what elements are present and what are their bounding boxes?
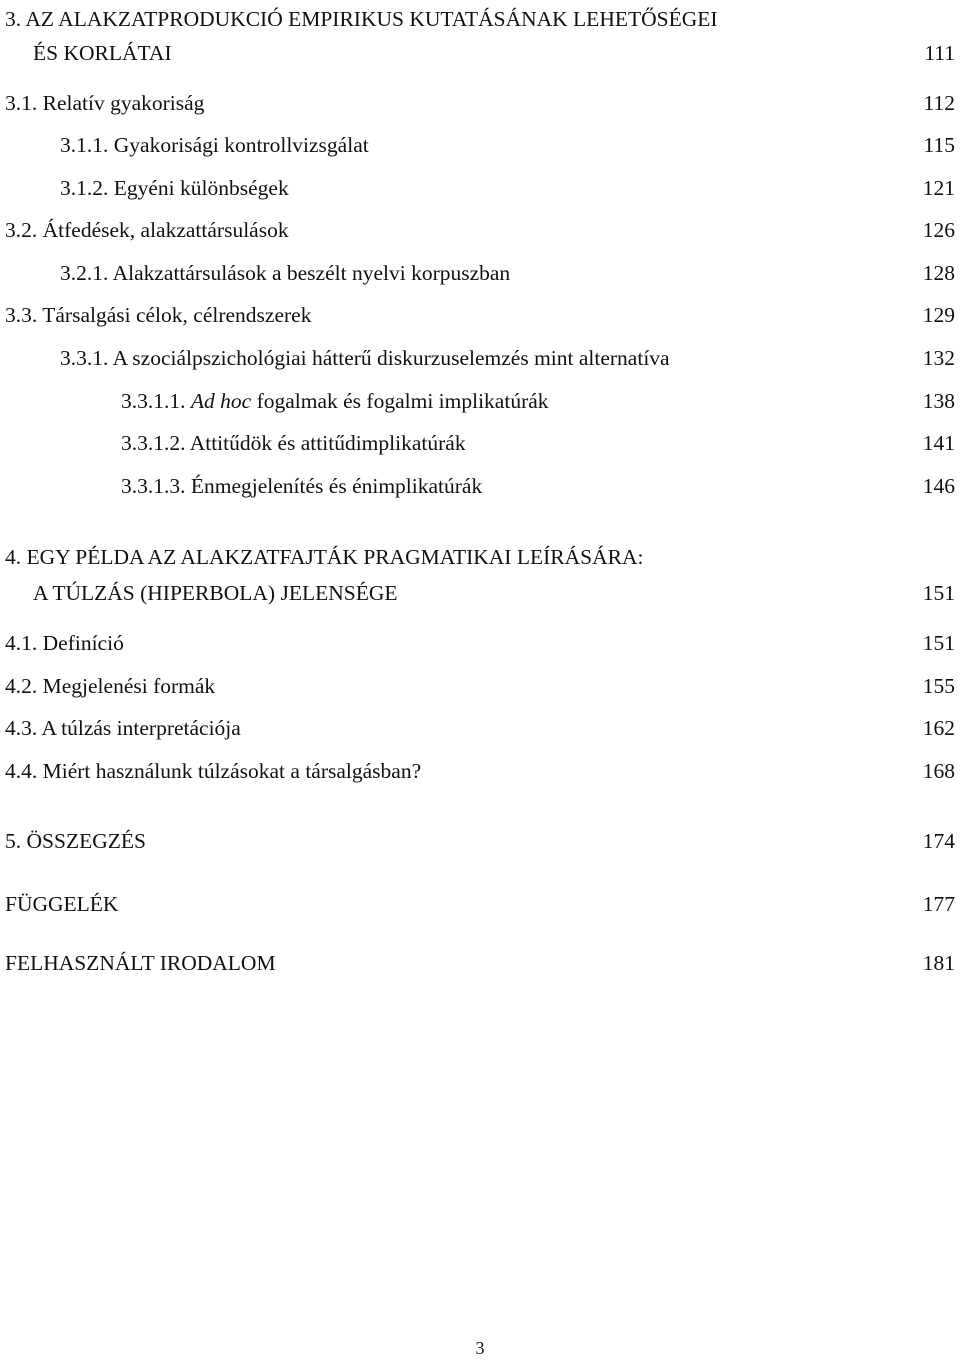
toc-entry [0, 756, 960, 786]
toc-entry [0, 826, 960, 856]
toc-page-number: 112 [923, 91, 955, 115]
toc-entry-title: 3.1.1. Gyakorisági kontrollvizsgálat [60, 133, 369, 157]
toc-entry-title: 3.1. Relatív gyakoriság [5, 91, 205, 115]
toc-entry-title: FELHASZNÁLT IRODALOM [5, 951, 276, 975]
toc-entry-title: 4.2. Megjelenési formák [5, 674, 216, 698]
toc-page-number: 129 [922, 303, 955, 327]
toc-entry [0, 628, 960, 658]
toc-page-number: 141 [922, 431, 955, 455]
toc-page-number: 174 [922, 829, 955, 853]
toc-entry-title: 4.3. A túlzás interpretációja [5, 716, 241, 740]
toc-page-number: 168 [922, 759, 955, 783]
toc-entry-number: 3.3.1.1. [121, 389, 186, 413]
toc-entry [0, 343, 960, 373]
toc-entry-continuation [0, 578, 960, 608]
toc-entry-title: 3. AZ ALAKZATPRODUKCIÓ EMPIRIKUS KUTATÁSÁNAK LEHETŐSÉGEI [5, 7, 718, 31]
toc-entry-title-continued: A TÚLZÁS (HIPERBOLA) JELENSÉGE [33, 581, 398, 605]
toc-entry-title: 3.3.1.3. Énmegjelenítés és énimplikatúrák [121, 474, 483, 498]
toc-page-number: 128 [922, 261, 955, 285]
toc-entry-title [121, 386, 549, 416]
toc-entry-title: 4.4. Miért használunk túlzásokat a társalgásban? [5, 759, 422, 783]
toc-entry-title: 3.1.2. Egyéni különbségek [60, 176, 289, 200]
toc-page-number: 121 [922, 176, 955, 200]
toc-entry-title: 5. ÖSSZEGZÉS [5, 829, 146, 853]
toc-page-number: 126 [922, 218, 955, 242]
toc-entry-title: 4.1. Definíció [5, 631, 124, 655]
toc-entry [0, 88, 960, 118]
toc-page-number: 155 [922, 674, 955, 698]
toc-page-number: 146 [922, 474, 955, 498]
toc-entry [0, 300, 960, 330]
toc-page-number: 115 [923, 133, 955, 157]
toc-entry [0, 713, 960, 743]
toc-entry-title: 4. EGY PÉLDA AZ ALAKZATFAJTÁK PRAGMATIKAI LEÍRÁSÁRA: [5, 545, 644, 569]
toc-entry-continuation [0, 38, 960, 68]
toc-entry [0, 948, 960, 978]
toc-page-number: 181 [922, 951, 955, 975]
toc-entry-title: FÜGGELÉK [5, 892, 119, 916]
toc-entry-title: 3.3. Társalgási célok, célrendszerek [5, 303, 312, 327]
toc-page-number: 162 [922, 716, 955, 740]
toc-entry [0, 671, 960, 701]
toc-page-number: 151 [922, 581, 955, 605]
toc-entry [0, 258, 960, 288]
toc-entry [0, 889, 960, 919]
toc-page-number: 151 [922, 631, 955, 655]
toc-entry-title: 3.3.1. A szociálpszichológiai hátterű diskurzuselemzés mint alternatíva [60, 346, 670, 370]
toc-entry [0, 471, 960, 501]
toc-page-number: 111 [924, 41, 955, 65]
toc-entry [0, 386, 960, 416]
toc-page-number: 138 [922, 389, 955, 413]
toc-entry [0, 215, 960, 245]
toc-entry [0, 173, 960, 203]
toc-entry [0, 542, 960, 572]
toc-entry-title: 3.2.1. Alakzattársulások a beszélt nyelvi korpuszban [60, 261, 511, 285]
page-number: 3 [475, 1338, 485, 1358]
toc-entry [0, 4, 960, 34]
toc-entry-title: 3.3.1.2. Attitűdök és attitűdimplikatúrák [121, 431, 466, 455]
toc-page-number: 132 [922, 346, 955, 370]
toc-entry [0, 130, 960, 160]
toc-entry-italic-term: Ad hoc [190, 389, 252, 413]
toc-page-number: 177 [922, 892, 955, 916]
toc-entry-title-continued: ÉS KORLÁTAI [33, 41, 172, 65]
toc-entry-title: 3.2. Átfedések, alakzattársulások [5, 218, 289, 242]
toc-entry-title-rest: fogalmak és fogalmi implikatúrák [256, 389, 549, 413]
toc-entry [0, 428, 960, 458]
